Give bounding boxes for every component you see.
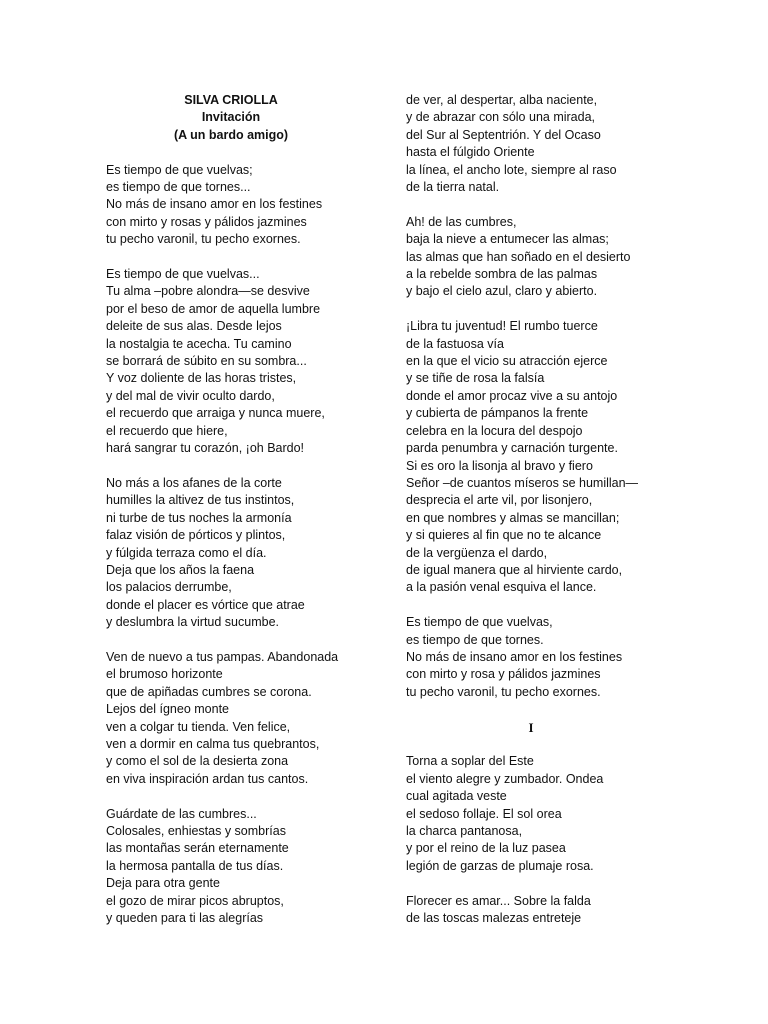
verse-line: los palacios derrumbe, [106, 580, 232, 595]
verse-line: en la que el vicio su atracción ejerce [406, 354, 608, 369]
verse-line: por el beso de amor de aquella lumbre [106, 301, 321, 316]
left-column [106, 92, 406, 945]
verse-line: tu pecho varonil, tu pecho exornes. [406, 684, 601, 699]
verse-line: Deja para otra gente [106, 876, 220, 891]
verse-line: y bajo el cielo azul, claro y abierto. [406, 284, 598, 299]
verse-line: y se tiñe de rosa la falsía [406, 371, 545, 386]
verse-line: Ah! de las cumbres, [406, 214, 517, 229]
verse-line: Torna a soplar del Este [406, 754, 534, 769]
verse-line: y queden para ti las alegrías [106, 911, 264, 926]
verse-line: desprecia el arte vil, por lisonjero, [406, 493, 593, 508]
verse-line: el recuerdo que arraiga y nunca muere, [106, 406, 325, 421]
stanza [406, 753, 706, 875]
verse-line: de ver, al despertar, alba naciente, [406, 93, 598, 107]
verse-line: con mirto y rosas y pálidos jazmines [106, 214, 307, 229]
stanza [106, 806, 406, 928]
verse-line: en viva inspiración ardan tus cantos. [106, 771, 309, 786]
verse-line: las montañas serán eternamente [106, 841, 289, 856]
verse-line: Colosales, enhiestas y sombrías [106, 823, 286, 838]
right-column [406, 92, 706, 945]
verse-line: Tu alma –pobre alondra—se desvive [106, 284, 310, 299]
verse-line: y cubierta de pámpanos la frente [406, 406, 589, 421]
verse-line: Lejos del ígneo monte [106, 702, 230, 717]
poem-dedication: (A un bardo amigo) [173, 127, 289, 142]
verse-line: cual agitada veste [406, 789, 507, 804]
verse-line: de la vergüenza el dardo, [406, 545, 548, 560]
right-stanzas-part-2 [406, 753, 706, 927]
verse-line: celebra en la locura del despojo [406, 423, 583, 438]
verse-line: la hermosa pantalla de tus días. [106, 858, 284, 873]
verse-line: es tiempo de que tornes... [106, 180, 251, 195]
verse-line: y por el reino de la luz pasea [406, 841, 566, 856]
verse-line: la nostalgia te acecha. Tu camino [106, 336, 292, 351]
verse-line: hará sangrar tu corazón, ¡oh Bardo! [106, 441, 305, 456]
verse-line: donde el amor procaz vive a su antojo [406, 388, 618, 403]
verse-line: humilles la altivez de tus instintos, [106, 493, 295, 508]
verse-line: se borrará de súbito en su sombra... [106, 354, 307, 369]
verse-line: del Sur al Septentrión. Y del Ocaso [406, 127, 601, 142]
verse-line: ni turbe de tus noches la armonía [106, 510, 292, 525]
verse-line: de igual manera que al hirviente cardo, [406, 562, 623, 577]
verse-line: y de abrazar con sólo una mirada, [406, 110, 595, 125]
verse-line: de las toscas malezas entreteje [406, 911, 582, 925]
poem-title: SILVA CRIOLLA [184, 93, 278, 107]
verse-line: Y voz doliente de las horas tristes, [106, 371, 297, 386]
poem-subtitle: Invitación [201, 110, 261, 125]
verse-line: que de apiñadas cumbres se corona. [106, 684, 312, 699]
stanza [406, 318, 706, 597]
verse-line: Guárdate de las cumbres... [106, 806, 257, 821]
verse-line: ven a colgar tu tienda. Ven felice, [106, 719, 291, 734]
verse-line: Deja que los años la faena [106, 562, 255, 577]
verse-line: la línea, el ancho lote, siempre al raso [406, 162, 617, 177]
verse-line: a la pasión venal esquiva el lance. [406, 580, 597, 595]
verse-line: ¡Libra tu juventud! El rumbo tuerce [406, 319, 598, 334]
verse-line: Señor –de cuantos míseros se humillan— [406, 475, 639, 490]
verse-line: Florecer es amar... Sobre la falda [406, 893, 591, 908]
verse-line: el sedoso follaje. El sol orea [406, 806, 562, 821]
stanza [106, 162, 406, 249]
verse-line: deleite de sus alas. Desde lejos [106, 319, 282, 334]
verse-line: No más a los afanes de la corte [106, 475, 282, 490]
verse-line: falaz visión de pórticos y plintos, [106, 528, 286, 543]
verse-line: con mirto y rosa y pálidos jazmines [406, 667, 601, 682]
stanza [106, 266, 406, 457]
verse-line: la charca pantanosa, [406, 823, 523, 838]
right-stanzas-part-1 [406, 92, 706, 701]
verse-line: Si es oro la lisonja al bravo y fiero [406, 458, 593, 473]
verse-line: No más de insano amor en los festines [106, 197, 323, 212]
verse-line: el gozo de mirar picos abruptos, [106, 893, 284, 908]
stanza [406, 614, 706, 701]
verse-line: Es tiempo de que vuelvas, [406, 615, 553, 630]
verse-line: baja la nieve a entumecer las almas; [406, 232, 609, 247]
verse-line: parda penumbra y carnación turgente. [406, 441, 618, 456]
verse-line: las almas que han soñado en el desierto [406, 249, 631, 264]
section-numeral: I [528, 719, 534, 735]
verse-line: Es tiempo de que vuelvas; [106, 162, 253, 177]
verse-line: a la rebelde sombra de las palmas [406, 267, 598, 282]
verse-line: de la fastuosa vía [406, 336, 504, 351]
verse-line: y fúlgida terraza como el día. [106, 545, 267, 560]
verse-line: el viento alegre y zumbador. Ondea [406, 771, 604, 786]
verse-line: de la tierra natal. [406, 180, 500, 195]
verse-line: el brumoso horizonte [106, 667, 223, 682]
verse-line: y si quieres al fin que no te alcance [406, 528, 602, 543]
verse-line: donde el placer es vórtice que atrae [106, 597, 305, 612]
verse-line: hasta el fúlgido Oriente [406, 145, 535, 160]
verse-line: No más de insano amor en los festines [406, 649, 623, 664]
stanza [106, 649, 406, 788]
left-stanzas [106, 162, 406, 928]
verse-line: y deslumbra la virtud sucumbe. [106, 615, 279, 630]
verse-line: y como el sol de la desierta zona [106, 754, 289, 769]
verse-line: Ven de nuevo a tus pampas. Abandonada [106, 649, 339, 664]
verse-line: legión de garzas de plumaje rosa. [406, 858, 594, 873]
verse-line: en que nombres y almas se mancillan; [406, 510, 620, 525]
stanza [406, 893, 706, 928]
verse-line: el recuerdo que hiere, [106, 423, 228, 438]
verse-line: ven a dormir en calma tus quebrantos, [106, 736, 320, 751]
stanza [106, 475, 406, 632]
verse-line: y del mal de vivir oculto dardo, [106, 388, 275, 403]
stanza [406, 214, 706, 301]
verse-line: Es tiempo de que vuelvas... [106, 267, 260, 282]
poem-title-block [106, 92, 356, 144]
verse-line: tu pecho varonil, tu pecho exornes. [106, 232, 301, 247]
verse-line: es tiempo de que tornes. [406, 632, 544, 647]
stanza [406, 92, 706, 196]
